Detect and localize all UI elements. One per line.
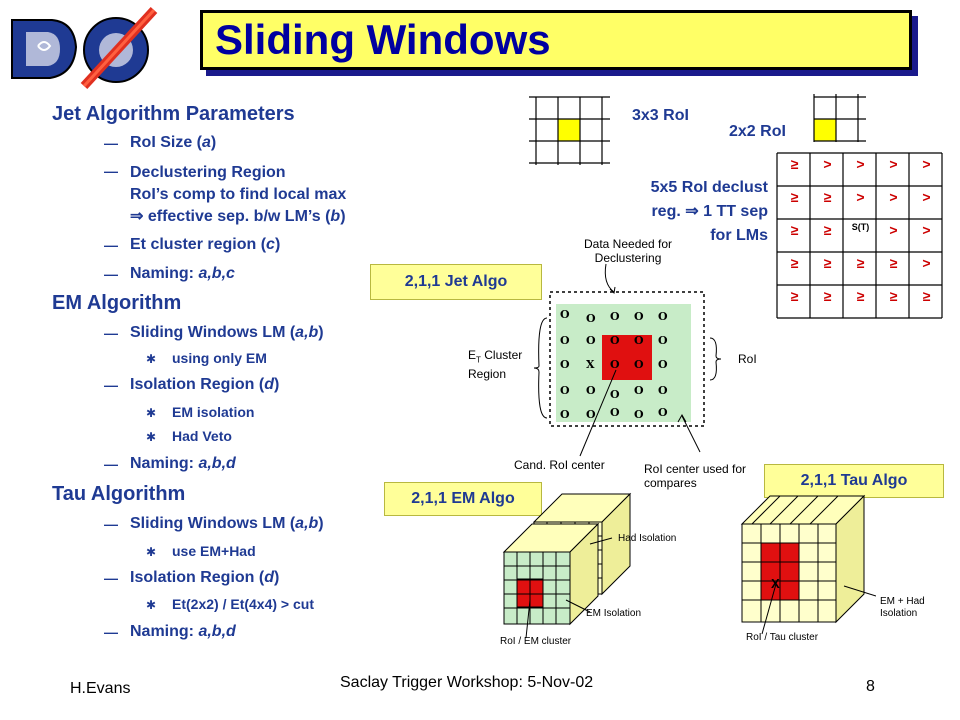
ge-symbol: ≥	[922, 288, 931, 304]
ge-symbol: ≥	[790, 189, 799, 205]
footer-center: Saclay Trigger Workshop: 5-Nov-02	[340, 674, 594, 691]
em-item-2-label: Isolation Region (	[130, 376, 265, 393]
jet-item-1-label: RoI Size (	[130, 134, 203, 151]
data-needed-label	[584, 237, 672, 265]
roi-em-cluster-label: RoI / EM cluster	[500, 636, 572, 647]
declust-5x5-grid	[776, 150, 946, 322]
tau-x-marker: X	[771, 576, 780, 591]
jet-item-1-text	[130, 134, 216, 152]
o-marker: O	[634, 408, 644, 421]
gt-symbol: >	[889, 189, 898, 205]
gt-symbol: >	[856, 189, 865, 205]
ge-symbol: ≥	[790, 156, 799, 172]
title-box	[200, 10, 912, 70]
em-item-3-label: Naming:	[130, 455, 199, 472]
gt-symbol: >	[922, 255, 931, 271]
o-marker: O	[586, 408, 596, 421]
gt-symbol: >	[856, 156, 865, 172]
tau-algo-label: 2,1,1 Tau Algo	[764, 464, 944, 498]
d0-logo-icon	[4, 2, 164, 92]
cand-roi-center-label: Cand. RoI center	[514, 458, 605, 472]
star-bullet-icon: ✱	[146, 430, 157, 444]
em-had-isolation-label	[880, 596, 925, 620]
ge-symbol: ≥	[889, 255, 898, 271]
tau-item-1-label: Sliding Windows LM (	[130, 515, 296, 532]
o-marker: O	[634, 310, 644, 323]
gt-symbol: >	[922, 189, 931, 205]
jet-item-4-label: Naming:	[130, 265, 199, 282]
roi-center-line1: RoI center used for	[644, 462, 747, 476]
dash-marker: —	[104, 135, 118, 151]
jet-item-2-line1: Declustering Region	[130, 164, 286, 181]
tau-sub-1: use EM+Had	[172, 543, 256, 559]
ge-symbol: ≥	[856, 288, 865, 304]
roi-tau-cluster-label: RoI / Tau cluster	[746, 632, 819, 643]
footer-author: H.Evans	[70, 680, 131, 697]
o-marker: O	[610, 334, 620, 347]
o-marker: O	[634, 334, 644, 347]
jet-algo-label: 2,1,1 Jet Algo	[370, 264, 542, 300]
o-marker: O	[586, 312, 596, 325]
o-marker: O	[560, 384, 570, 397]
jet-item-4-var: a,b,c	[198, 265, 235, 282]
data-needed-line1: Data Needed for	[584, 237, 673, 251]
dash-marker: —	[104, 456, 118, 472]
jet-item-3	[104, 237, 118, 255]
o-marker: O	[658, 406, 668, 419]
jet-heading-text: Jet Algorithm Parameters	[52, 103, 295, 125]
o-marker: O	[586, 334, 596, 347]
dash-marker: —	[104, 570, 118, 586]
d0-logo	[4, 2, 164, 92]
em-item-2-var: d	[264, 376, 274, 393]
em-cube-diagram	[494, 488, 654, 648]
em-heading-text: EM Algorithm	[52, 292, 182, 314]
o-marker: O	[586, 384, 596, 397]
em-algo-label: 2,1,1 EM Algo	[384, 482, 542, 516]
jet-item-4-text	[130, 265, 235, 283]
roi-center-label	[644, 462, 746, 490]
star-bullet-icon: ✱	[146, 545, 157, 559]
o-marker: O	[560, 408, 570, 421]
declust-label-line2: reg. ⇒ 1 TT sep	[651, 203, 768, 220]
em-isolation-label: EM Isolation	[586, 608, 642, 619]
em-item-1	[130, 324, 324, 342]
ge-symbol: ≥	[823, 288, 832, 304]
em-item-3-var: a,b,d	[198, 455, 236, 472]
roi-center-line2: compares	[644, 476, 697, 490]
tau-item-1	[130, 515, 324, 533]
star-bullet-icon: ✱	[146, 598, 157, 612]
o-marker: O	[610, 358, 620, 371]
em-item-2	[130, 376, 279, 394]
star-bullet-icon: ✱	[146, 406, 157, 420]
em-item-2-end: )	[274, 376, 280, 393]
tau-item-2-var: d	[264, 569, 274, 586]
tau-item-3-var: a,b,d	[198, 623, 236, 640]
o-marker: O	[658, 358, 668, 371]
o-marker: O	[560, 334, 570, 347]
cand-center-marker: X	[586, 358, 595, 371]
tau-item-3	[130, 623, 236, 641]
o-marker: O	[634, 358, 644, 371]
o-marker: O	[610, 310, 620, 323]
roi-2x2-grid	[808, 92, 868, 144]
star-bullet-icon: ✱	[146, 352, 157, 366]
em-had-line2: Isolation	[880, 608, 918, 619]
roi-2x2-label: 2x2 RoI	[729, 123, 786, 140]
ge-symbol: ≥	[790, 255, 799, 271]
et-label-e: E	[468, 348, 477, 362]
gt-symbol: >	[889, 222, 898, 238]
dash-marker: —	[104, 624, 118, 640]
tau-sub-2: Et(2x2) / Et(4x4) > cut	[172, 596, 314, 612]
roi-label: RoI	[738, 352, 757, 366]
jet-item-3-var: c	[266, 236, 275, 253]
declust-label-line3: for LMs	[710, 227, 768, 244]
gt-symbol: >	[922, 222, 931, 238]
et-cluster-label	[468, 348, 522, 381]
tau-cube-diagram	[736, 488, 876, 638]
et-label-sub: T	[476, 355, 481, 365]
jet-item-3-end: )	[274, 236, 281, 253]
roi-3x3-grid	[526, 94, 612, 168]
dash-marker: —	[104, 325, 118, 341]
ge-symbol: ≥	[823, 189, 832, 205]
em-sub-3: Had Veto	[172, 428, 232, 444]
jet-item-3-label: Et cluster region (	[130, 236, 267, 253]
jet-item-3-text	[130, 236, 280, 254]
em-had-line1: EM + Had	[880, 596, 925, 607]
jet-item-2	[104, 163, 118, 181]
gt-symbol: >	[922, 156, 931, 172]
jet-item-2-var: b	[330, 208, 341, 225]
center-sum-cell: S(T)	[851, 222, 870, 232]
jet-heading	[52, 103, 295, 126]
page-number: 8	[866, 678, 875, 695]
em-item-1-var: a,b	[295, 324, 319, 341]
tau-heading	[52, 483, 185, 506]
dash-marker: —	[104, 516, 118, 532]
ge-symbol: ≥	[889, 288, 898, 304]
pointer-lines-icon	[560, 366, 720, 462]
em-item-1-end: )	[318, 324, 324, 341]
em-sub-1: using only EM	[172, 350, 267, 366]
o-marker: O	[610, 388, 620, 401]
had-isolation-label: Had Isolation	[618, 533, 677, 544]
declust-label-line1: 5x5 RoI declust	[650, 179, 768, 196]
page-title: Sliding Windows	[215, 16, 551, 63]
ge-symbol: ≥	[856, 255, 865, 271]
tau-heading-text: Tau Algorithm	[52, 483, 186, 505]
em-heading	[52, 292, 181, 315]
tau-item-2-end: )	[274, 569, 280, 586]
dash-marker: —	[104, 377, 118, 393]
ge-symbol: ≥	[790, 288, 799, 304]
tau-item-2	[130, 569, 279, 587]
jet-item-1	[104, 135, 118, 153]
tau-item-3-label: Naming:	[130, 623, 199, 640]
o-marker: O	[610, 406, 620, 419]
jet-item-2-line3: ⇒ effective sep. b/w LM’s (	[130, 208, 331, 225]
dash-marker: —	[104, 266, 118, 282]
em-item-1-label: Sliding Windows LM (	[130, 324, 296, 341]
o-marker: O	[560, 358, 570, 371]
dash-marker: —	[104, 163, 118, 179]
o-marker: O	[658, 310, 668, 323]
em-sub-2: EM isolation	[172, 404, 255, 420]
jet-item-1-end: )	[210, 134, 217, 151]
data-needed-line2: Declustering	[594, 251, 662, 265]
ge-symbol: ≥	[823, 255, 832, 271]
o-marker: O	[634, 384, 644, 397]
et-label-region: Region	[468, 367, 507, 382]
jet-item-2-text	[130, 162, 346, 228]
et-label-cluster: Cluster	[480, 348, 523, 362]
tau-item-1-end: )	[318, 515, 324, 532]
ge-symbol: ≥	[823, 222, 832, 238]
et-brace-icon	[533, 316, 549, 420]
em-item-3	[130, 455, 236, 473]
o-marker: O	[658, 384, 668, 397]
o-marker: O	[658, 334, 668, 347]
jet-item-2-end: )	[340, 208, 346, 225]
ge-symbol: ≥	[790, 222, 799, 238]
jet-item-4	[104, 266, 118, 284]
gt-symbol: >	[889, 156, 898, 172]
jet-item-1-var: a	[202, 134, 211, 151]
dash-marker: —	[104, 237, 118, 253]
roi-3x3-label: 3x3 RoI	[632, 107, 689, 124]
gt-symbol: >	[823, 156, 832, 172]
jet-item-2-line2: RoI’s comp to find local max	[130, 186, 347, 203]
tau-item-2-label: Isolation Region (	[130, 569, 265, 586]
o-marker: O	[560, 308, 570, 321]
tau-item-1-var: a,b	[295, 515, 319, 532]
